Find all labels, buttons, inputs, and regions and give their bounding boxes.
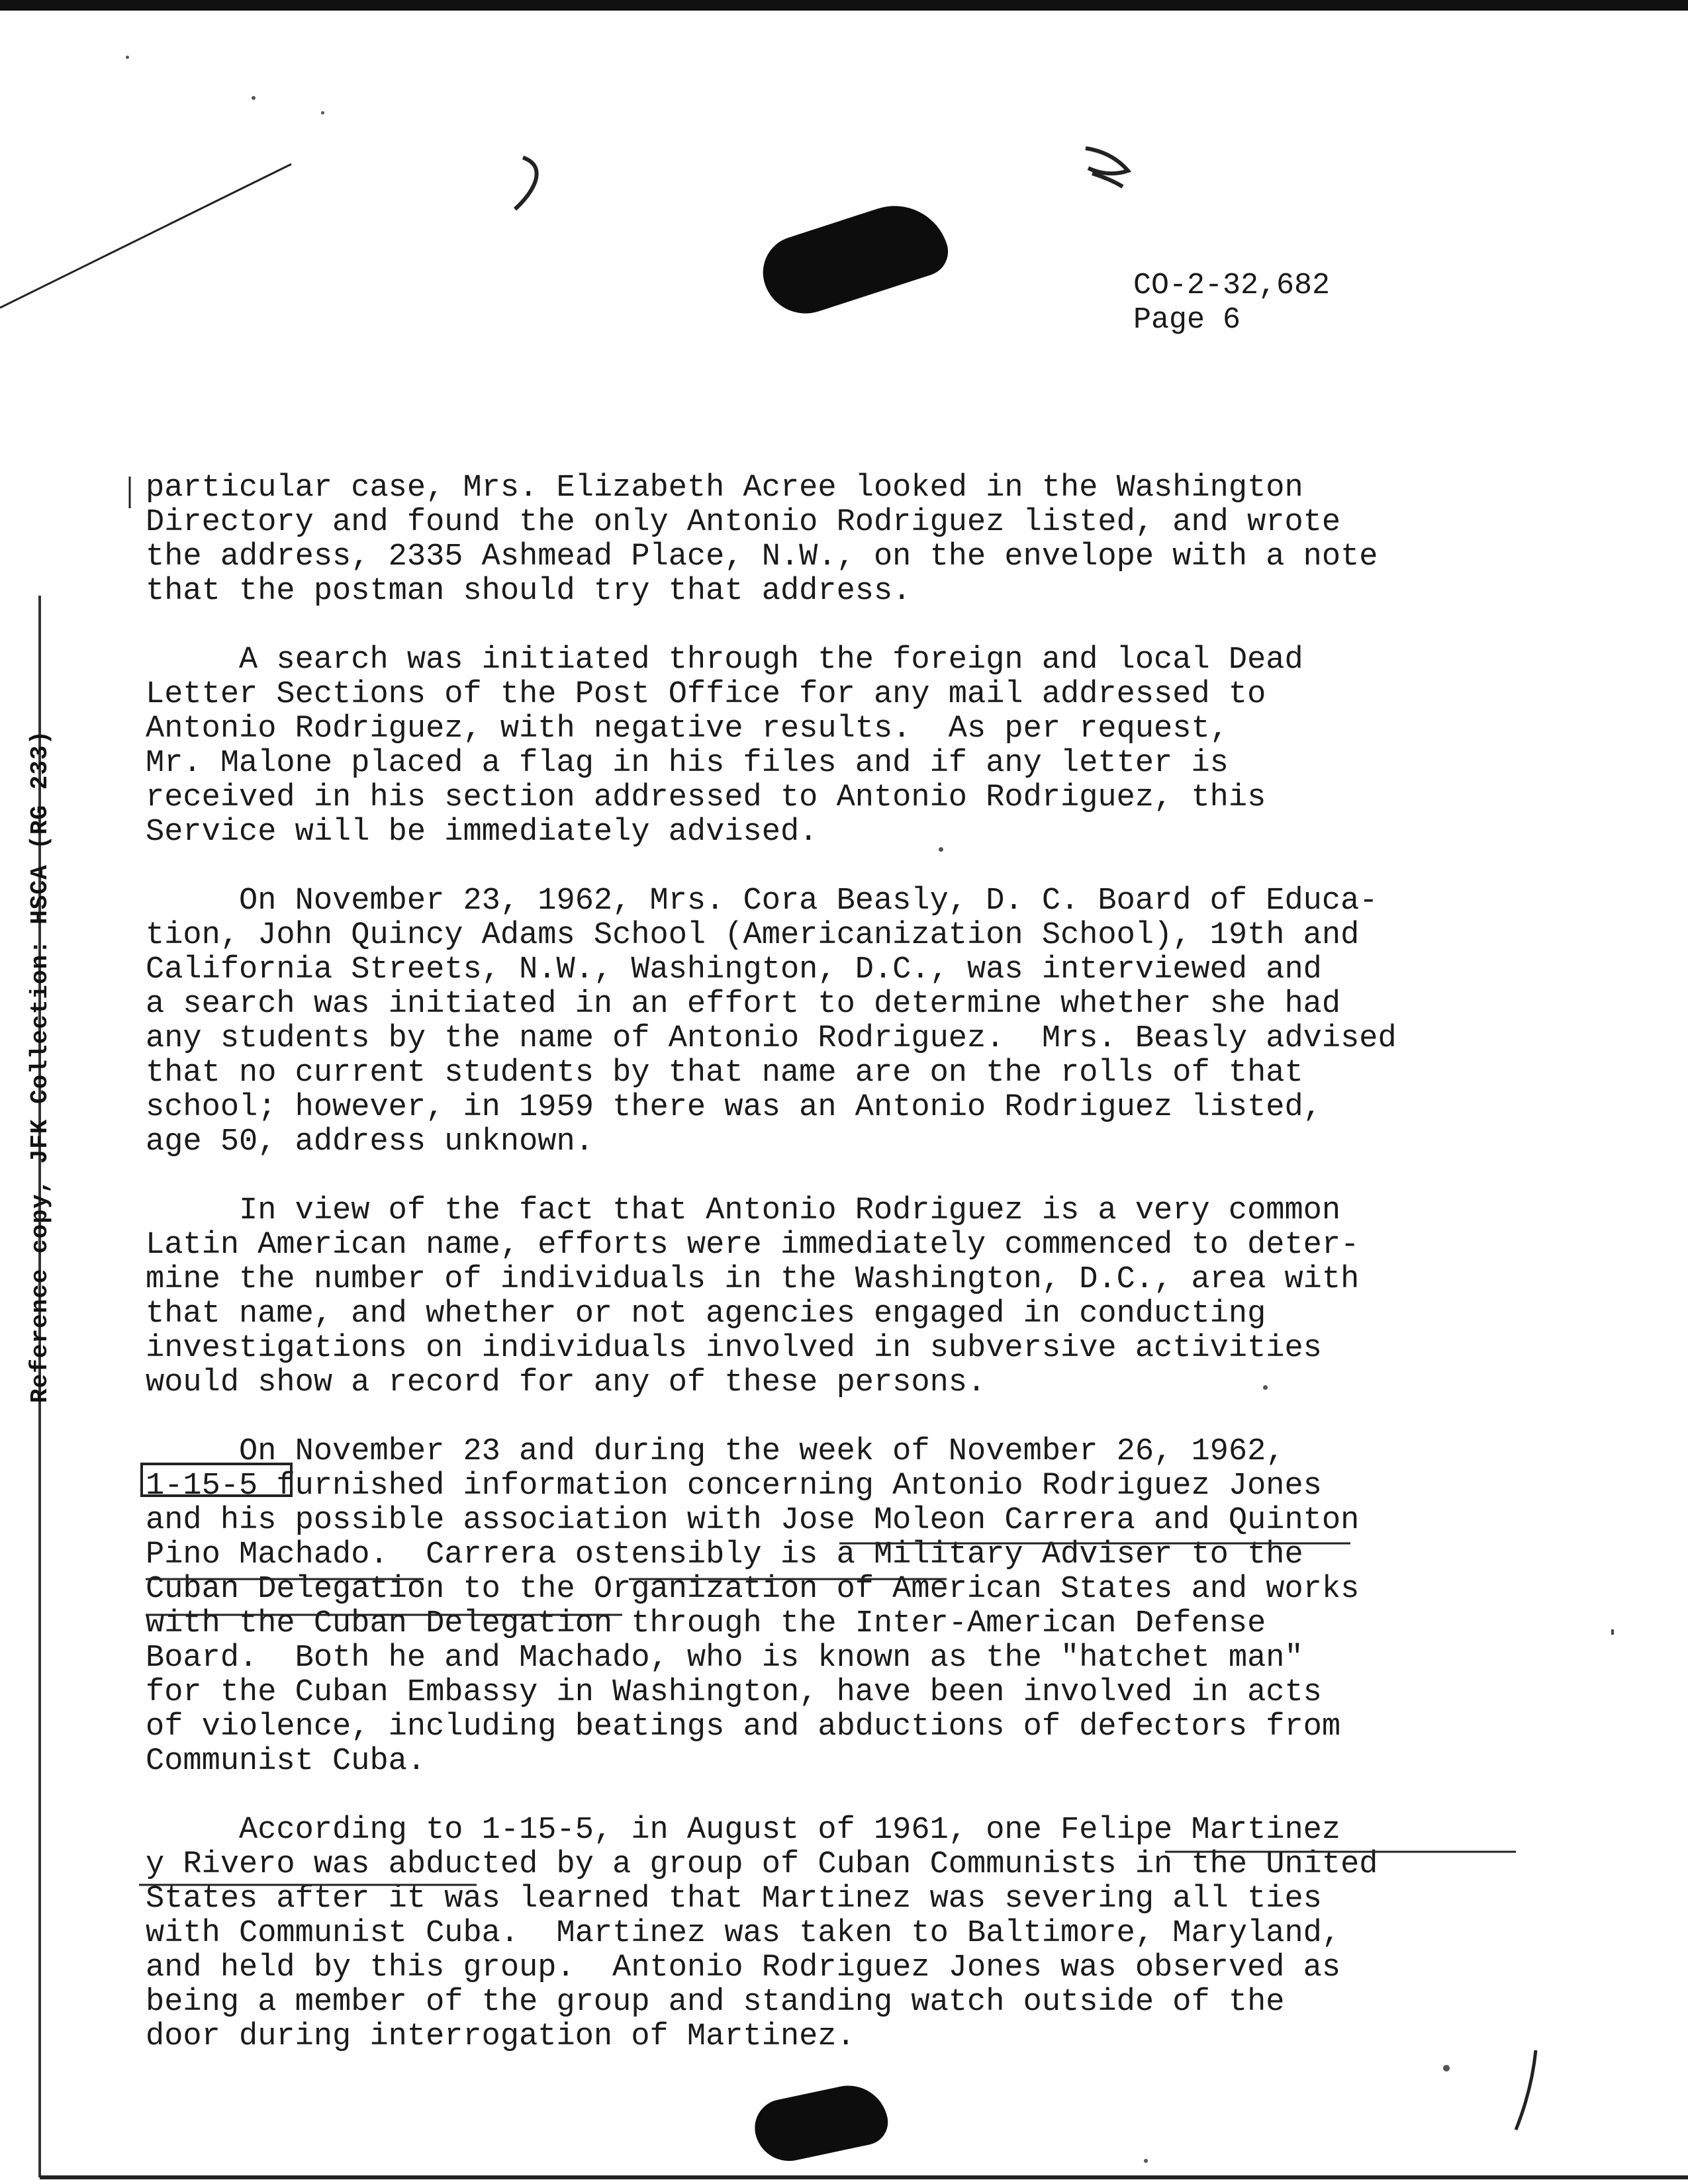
text-line: door during interrogation of Martinez. bbox=[146, 2019, 855, 2054]
text-line: Board. Both he and Machado, who is known as the "hatchet man" bbox=[146, 1641, 1303, 1676]
text-line: Pino Machado. Carrera ostensibly is a Military Adviser to the bbox=[146, 1537, 1303, 1572]
text-line: and held by this group. Antonio Rodriguez Jones was observed as bbox=[146, 1950, 1341, 1985]
text-line: investigations on individuals involved in subversive activities bbox=[146, 1331, 1322, 1366]
text-line: Latin American name, efforts were immediately commenced to deter- bbox=[146, 1228, 1360, 1263]
text-line: Antonio Rodriguez, with negative results. As per request, bbox=[146, 711, 1229, 747]
page-number: Page 6 bbox=[1133, 303, 1241, 337]
text-line: On November 23 and during the week of November 26, 1962, bbox=[146, 1434, 1285, 1469]
text-line: school; however, in 1959 there was an Antonio Rodriguez listed, bbox=[146, 1090, 1322, 1125]
text-line: and his possible association with Jose Moleon Carrera and Quinton bbox=[146, 1503, 1360, 1538]
archive-side-stamp: Reference copy, JFK Collection: HSCA (RG 233) bbox=[26, 729, 54, 1403]
text-line: Mr. Malone placed a flag in his files and if any letter is bbox=[146, 746, 1229, 781]
text-line: any students by the name of Antonio Rodriguez. Mrs. Beasly advised bbox=[146, 1021, 1397, 1056]
text-line: Communist Cuba. bbox=[146, 1744, 426, 1779]
text-line: 1-15-5 furnished information concerning Antonio Rodriguez Jones bbox=[146, 1469, 1322, 1504]
text-line: In view of the fact that Antonio Rodriguez is a very common bbox=[146, 1193, 1341, 1228]
text-line: for the Cuban Embassy in Washington, have been involved in acts bbox=[146, 1675, 1322, 1710]
text-line: the address, 2335 Ashmead Place, N.W., on the envelope with a note bbox=[146, 539, 1378, 574]
text-line: A search was initiated through the foreign and local Dead bbox=[146, 643, 1303, 678]
text-line: a search was initiated in an effort to determine whether she had bbox=[146, 987, 1341, 1022]
text-line: that no current students by that name are on the rolls of that bbox=[146, 1056, 1303, 1091]
text-line: with the Cuban Delegation through the Inter-American Defense bbox=[146, 1606, 1266, 1641]
text-line: On November 23, 1962, Mrs. Cora Beasly, D. C. Board of Educa- bbox=[146, 884, 1378, 919]
text-line: States after it was learned that Martinez was severing all ties bbox=[146, 1882, 1322, 1917]
text-line: that the postman should try that address. bbox=[146, 574, 912, 609]
text-line: of violence, including beatings and abductions of defectors from bbox=[146, 1709, 1341, 1745]
text-line: According to 1-15-5, in August of 1961, one Felipe Martinez bbox=[146, 1813, 1341, 1848]
text-line: Letter Sections of the Post Office for any mail addressed to bbox=[146, 677, 1266, 712]
text-line: mine the number of individuals in the Washington, D.C., area with bbox=[146, 1262, 1360, 1297]
text-line: Service will be immediately advised. bbox=[146, 815, 818, 850]
text-line: that name, and whether or not agencies engaged in conducting bbox=[146, 1297, 1266, 1332]
text-line: y Rivero was abducted by a group of Cuban Communists in the United bbox=[146, 1847, 1378, 1882]
text-line: tion, John Quincy Adams School (Americanization School), 19th and bbox=[146, 918, 1360, 953]
text-line: particular case, Mrs. Elizabeth Acree looked in the Washington bbox=[146, 471, 1303, 506]
text-line: being a member of the group and standing watch outside of the bbox=[146, 1985, 1285, 2020]
text-line: would show a record for any of these persons. bbox=[146, 1365, 986, 1400]
text-line: California Streets, N.W., Washington, D.C., was interviewed and bbox=[146, 952, 1322, 987]
text-line: received in his section addressed to Antonio Rodriguez, this bbox=[146, 780, 1266, 815]
text-line: Cuban Delegation to the Organization of American States and works bbox=[146, 1572, 1360, 1607]
text-line: Directory and found the only Antonio Rodriguez listed, and wrote bbox=[146, 505, 1341, 540]
text-line: age 50, address unknown. bbox=[146, 1124, 594, 1160]
file-number: CO-2-32,682 bbox=[1133, 269, 1331, 302]
text-line: with Communist Cuba. Martinez was taken to Baltimore, Maryland, bbox=[146, 1916, 1341, 1951]
